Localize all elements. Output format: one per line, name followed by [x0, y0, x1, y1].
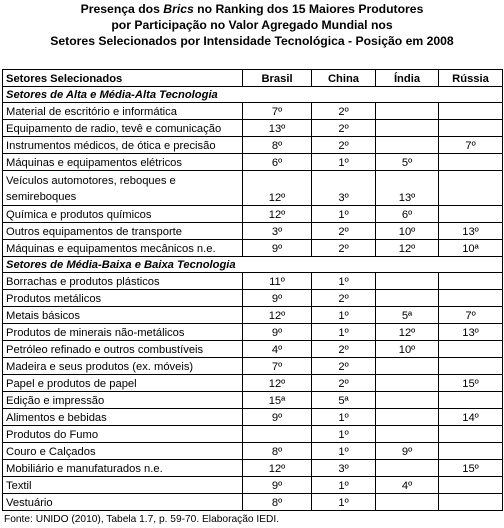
rank-cell-india: 4º: [376, 477, 439, 494]
rank-cell-india: 10º: [376, 341, 439, 358]
section-row: [3, 257, 503, 273]
table-row: [3, 358, 503, 375]
rank-cell-china: 2º: [312, 120, 376, 137]
rank-cell-china: 1º: [312, 409, 376, 426]
rank-cell-india: [376, 103, 439, 120]
rank-cell-china: 3º: [312, 171, 376, 206]
sector-name-cell: Madeira e seus produtos (ex. móveis): [3, 358, 243, 375]
rank-cell-china: 2º: [312, 375, 376, 392]
sector-name-cell: Equipamento de radio, tevê e comunicação: [3, 120, 243, 137]
rank-cell-india: 10º: [376, 223, 439, 240]
rank-cell-russia: [439, 171, 503, 206]
rank-cell-china: 2º: [312, 240, 376, 257]
rank-cell-india: [376, 120, 439, 137]
sector-name-cell: Borrachas e produtos plásticos: [3, 273, 243, 290]
rank-cell-china: 2º: [312, 223, 376, 240]
rank-cell-china: 5ª: [312, 392, 376, 409]
section-label: Setores de Alta e Média-Alta Tecnologia: [3, 87, 503, 103]
sector-name-cell: Papel e produtos de papel: [3, 375, 243, 392]
title-line-1: [0, 1, 504, 17]
rank-cell-brasil: 9º: [243, 409, 312, 426]
table-row: [3, 154, 503, 171]
table-row: [3, 240, 503, 257]
table-row: [3, 223, 503, 240]
table-row: [3, 477, 503, 494]
rank-cell-brasil: 12º: [243, 171, 312, 206]
rank-cell-brasil: 12º: [243, 307, 312, 324]
sector-name-cell: Produtos do Fumo: [3, 426, 243, 443]
rank-cell-brasil: [243, 426, 312, 443]
sector-name-cell: Couro e Calçados: [3, 443, 243, 460]
ranking-table: [2, 69, 503, 511]
title-line-3: Setores Selecionados por Intensidade Tecnológica - Posição em 2008: [50, 34, 454, 48]
rank-cell-russia: 15º: [439, 460, 503, 477]
rank-cell-china: 2º: [312, 103, 376, 120]
section-label: Setores de Média-Baixa e Baixa Tecnologia: [3, 257, 503, 273]
rank-cell-russia: [439, 426, 503, 443]
sector-name-cell: Metais básicos: [3, 307, 243, 324]
rank-cell-india: [376, 290, 439, 307]
rank-cell-russia: [439, 290, 503, 307]
rank-cell-china: 1º: [312, 273, 376, 290]
rank-cell-russia: [439, 477, 503, 494]
rank-cell-india: 6º: [376, 206, 439, 223]
rank-cell-russia: [439, 273, 503, 290]
rank-cell-brasil: 11º: [243, 273, 312, 290]
rank-cell-brasil: 9º: [243, 477, 312, 494]
rank-cell-russia: [439, 206, 503, 223]
table-row: [3, 392, 503, 409]
rank-cell-brasil: 9º: [243, 240, 312, 257]
table-header-row: [3, 70, 503, 87]
rank-cell-india: [376, 426, 439, 443]
rank-cell-brasil: 15ª: [243, 392, 312, 409]
rank-cell-china: 1º: [312, 426, 376, 443]
sector-name-cell: Outros equipamentos de transporte: [3, 223, 243, 240]
sector-name-cell: Textil: [3, 477, 243, 494]
sector-name-cell: Veículos automotores, reboques e semireboques: [3, 171, 243, 206]
rank-cell-brasil: 9º: [243, 324, 312, 341]
table-row: [3, 426, 503, 443]
rank-cell-india: [376, 392, 439, 409]
rank-cell-china: 1º: [312, 477, 376, 494]
rank-cell-russia: [439, 103, 503, 120]
table-row: [3, 103, 503, 120]
rank-cell-russia: [439, 392, 503, 409]
table-row: [3, 171, 503, 206]
title-line-1-start: Presença dos: [80, 2, 164, 16]
table-row: [3, 273, 503, 290]
rank-cell-russia: 7º: [439, 307, 503, 324]
rank-cell-india: 12º: [376, 324, 439, 341]
rank-cell-india: [376, 137, 439, 154]
title-line-2: por Participação no Valor Agregado Mundial nos: [111, 18, 393, 32]
sector-name-cell: Máquinas e equipamentos mecânicos n.e.: [3, 240, 243, 257]
rank-cell-russia: [439, 494, 503, 511]
rank-cell-brasil: 7º: [243, 358, 312, 375]
rank-cell-russia: 14º: [439, 409, 503, 426]
table-row: [3, 307, 503, 324]
rank-cell-india: 5ª: [376, 307, 439, 324]
sector-name-cell: Mobiliário e manufaturados n.e.: [3, 460, 243, 477]
sector-name-cell: Química e produtos químicos: [3, 206, 243, 223]
source-note: Fonte: UNIDO (2010), Tabela 1.7, p. 59-70. Elaboração IEDI.: [4, 514, 280, 525]
rank-cell-india: 13º: [376, 171, 439, 206]
sector-name-cell: Instrumentos médicos, de ótica e precisão: [3, 137, 243, 154]
rank-cell-china: 1º: [312, 324, 376, 341]
table-row: [3, 206, 503, 223]
sector-name-cell: Petróleo refinado e outros combustíveis: [3, 341, 243, 358]
rank-cell-china: 1º: [312, 307, 376, 324]
rank-cell-china: 2º: [312, 137, 376, 154]
title-line-1-end: no Ranking dos 15 Maiores Produtores: [193, 2, 424, 16]
rank-cell-india: [376, 358, 439, 375]
rank-cell-china: 2º: [312, 341, 376, 358]
table-row: [3, 375, 503, 392]
section-row: [3, 87, 503, 103]
table-row: [3, 443, 503, 460]
sector-name-cell: Vestuário: [3, 494, 243, 511]
sector-name-cell: Produtos metálicos: [3, 290, 243, 307]
column-header-india: Índia: [376, 70, 439, 87]
rank-cell-brasil: 8º: [243, 443, 312, 460]
sector-name-cell: Máquinas e equipamentos elétricos: [3, 154, 243, 171]
rank-cell-brasil: 4º: [243, 341, 312, 358]
column-header-russia: Rússia: [439, 70, 503, 87]
rank-cell-india: [376, 409, 439, 426]
rank-cell-brasil: 8º: [243, 137, 312, 154]
rank-cell-russia: [439, 154, 503, 171]
table-row: [3, 341, 503, 358]
rank-cell-russia: [439, 341, 503, 358]
table-row: [3, 409, 503, 426]
rank-cell-brasil: 12º: [243, 206, 312, 223]
table-row: [3, 324, 503, 341]
rank-cell-india: [376, 273, 439, 290]
rank-cell-brasil: 12º: [243, 375, 312, 392]
column-header-china: China: [312, 70, 376, 87]
rank-cell-russia: 13º: [439, 223, 503, 240]
rank-cell-russia: [439, 443, 503, 460]
table-row: [3, 494, 503, 511]
rank-cell-india: [376, 494, 439, 511]
column-header-sector: Setores Selecionados: [3, 70, 243, 87]
rank-cell-china: 2º: [312, 358, 376, 375]
rank-cell-russia: [439, 358, 503, 375]
rank-cell-brasil: 9º: [243, 290, 312, 307]
table-row: [3, 290, 503, 307]
rank-cell-india: [376, 375, 439, 392]
rank-cell-brasil: 13º: [243, 120, 312, 137]
title-italic-word: Brics: [163, 2, 194, 16]
table-row: [3, 460, 503, 477]
rank-cell-brasil: 7º: [243, 103, 312, 120]
rank-cell-china: 3º: [312, 460, 376, 477]
rank-cell-russia: 10ª: [439, 240, 503, 257]
rank-cell-china: 1º: [312, 494, 376, 511]
rank-cell-brasil: 3º: [243, 223, 312, 240]
rank-cell-russia: 13º: [439, 324, 503, 341]
rank-cell-china: 1º: [312, 154, 376, 171]
rank-cell-russia: 15º: [439, 375, 503, 392]
rank-cell-russia: 7º: [439, 137, 503, 154]
column-header-brasil: Brasil: [243, 70, 312, 87]
rank-cell-india: [376, 460, 439, 477]
table-row: [3, 137, 503, 154]
rank-cell-india: 9º: [376, 443, 439, 460]
rank-cell-china: 1º: [312, 206, 376, 223]
table-row: [3, 120, 503, 137]
sector-name-cell: Edição e impressão: [3, 392, 243, 409]
rank-cell-brasil: 8º: [243, 494, 312, 511]
table-title: [0, 0, 504, 51]
sector-name-cell: Produtos de minerais não-metálicos: [3, 324, 243, 341]
rank-cell-india: 12º: [376, 240, 439, 257]
sector-name-cell: Alimentos e bebidas: [3, 409, 243, 426]
rank-cell-brasil: 6º: [243, 154, 312, 171]
sector-name-cell: Material de escritório e informática: [3, 103, 243, 120]
rank-cell-china: 1º: [312, 443, 376, 460]
rank-cell-india: 5º: [376, 154, 439, 171]
rank-cell-china: 2º: [312, 290, 376, 307]
rank-cell-russia: [439, 120, 503, 137]
table-body: [3, 87, 503, 511]
rank-cell-brasil: 12º: [243, 460, 312, 477]
